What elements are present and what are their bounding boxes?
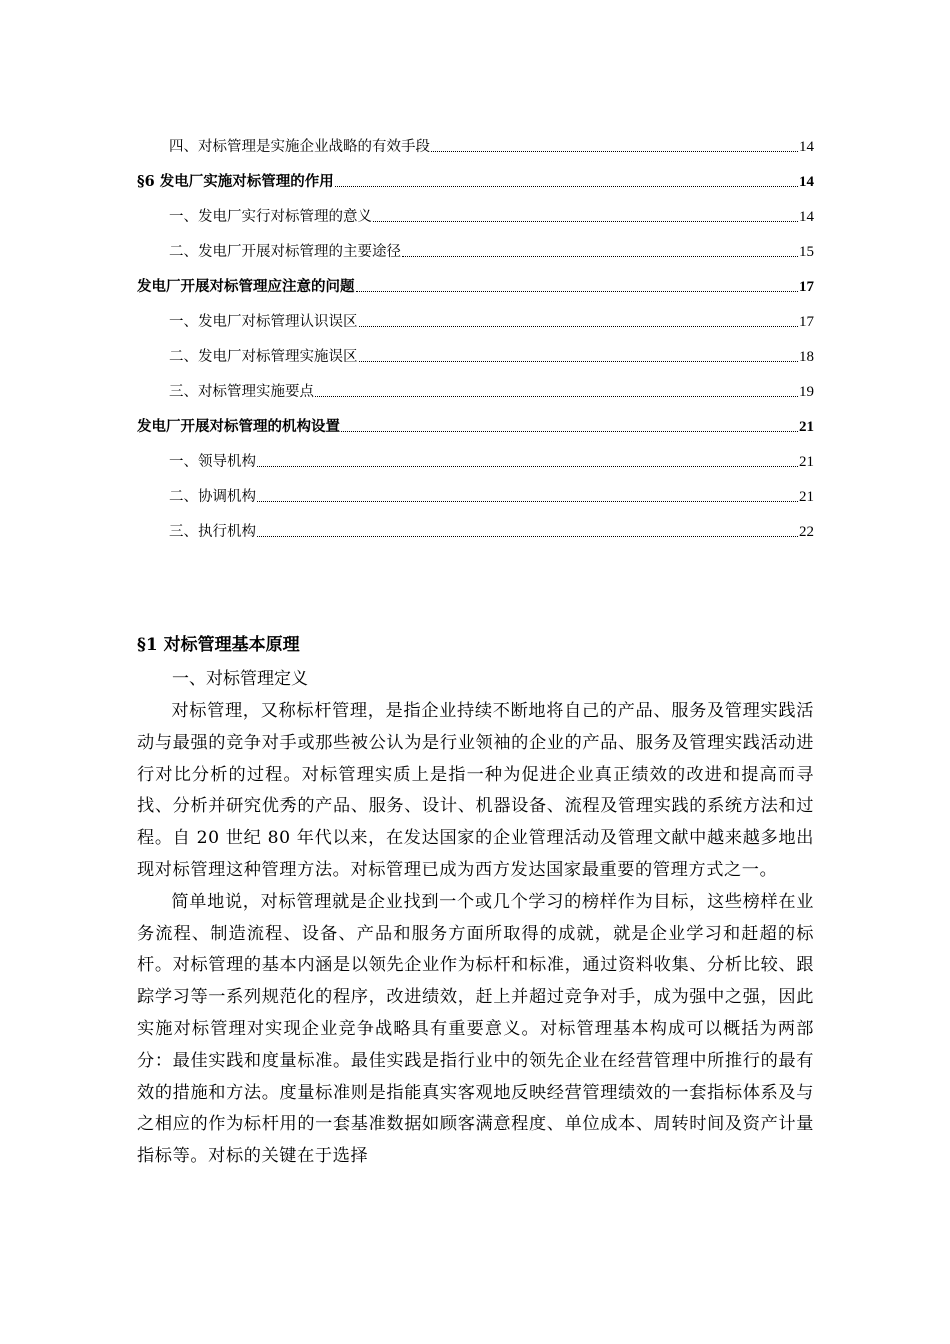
toc-entry-title: 一、发电厂实行对标管理的意义 [169, 209, 372, 225]
toc-dot-leader [373, 220, 798, 222]
toc-entry-title: 一、领导机构 [169, 454, 256, 470]
toc-entry[interactable] [137, 402, 814, 437]
toc-entry[interactable] [137, 227, 814, 262]
toc-dot-leader [257, 500, 798, 502]
toc-entry-page: 17 [799, 314, 814, 330]
toc-dot-leader [359, 325, 799, 327]
section-heading: §1 对标管理基本原理 [137, 635, 300, 655]
toc-entry-page: 14 [799, 139, 814, 155]
toc-entry-page: 14 [799, 174, 814, 190]
toc-entry-page: 21 [799, 454, 814, 470]
paragraph: 简单地说，对标管理就是企业找到一个或几个学习的榜样作为目标，这些榜样在业务流程、制造流程、设备、产品和服务方面所取得的成就，就是企业学习和赶超的标杆。对标管理的基本内涵是以领先企业作为标杆和标准，通过资料收集、分析比较、跟踪学习等一系列规范化的程序，改进绩效，赶上并超过竞争对手，成为强中之强，因此实施对标管理对实现企业竞争战略具有重要意义。对标管理基本构成可以概括为两部分：最佳实践和度量标准。最佳实践是指行业中的领先企业在经营管理中所推行的最有效的措施和方法。度量标准则是指能真实客观地反映经营管理绩效的一套指标体系及与之相应的作为标杆用的一套基准数据如顾客满意程度、单位成本、周转时间及资产计量指标等。对标的关键在于选择 [137, 891, 814, 1167]
toc-entry[interactable] [137, 297, 814, 332]
toc-entry[interactable] [137, 507, 814, 542]
paragraph: 对标管理，又称标杆管理，是指企业持续不断地将自己的产品、服务及管理实践活动与最强的竞争对手或那些被公认为是行业领袖的企业的产品、服务及管理实践活动进行对比分析的过程。对标管理实质上是指一种为促进企业真正绩效的改进和提高而寻找、分析并研究优秀的产品、服务、设计、机器设备、流程及管理实践的系统方法和过程。自 20 世纪 80 年代以来，在发达国家的企业管理活动及管理文献中越来越多地出现对标管理这种管理方法。对标管理已成为西方发达国家最重要的管理方式之一。 [137, 701, 814, 880]
toc-dot-leader [257, 535, 798, 537]
toc-dot-leader [341, 430, 798, 432]
toc-entry[interactable] [137, 437, 814, 472]
toc-dot-leader [356, 290, 799, 292]
toc-entry-page: 15 [799, 244, 814, 260]
toc-entry-page: 17 [799, 279, 814, 295]
toc-entry-page: 19 [799, 384, 814, 400]
toc-entry-title: 一、发电厂对标管理认识误区 [169, 314, 358, 330]
toc-entry-page: 21 [799, 489, 814, 505]
toc-dot-leader [431, 150, 798, 152]
toc-entry[interactable] [137, 332, 814, 367]
toc-entry-title: 三、执行机构 [169, 524, 256, 540]
toc-entry[interactable] [137, 367, 814, 402]
toc-entry-page: 18 [799, 349, 814, 365]
toc-dot-leader [402, 255, 798, 257]
body-text [137, 696, 814, 1173]
toc-entry-title: §6 发电厂实施对标管理的作用 [137, 173, 334, 190]
toc-entry-page: 22 [799, 524, 814, 540]
toc-entry[interactable] [137, 192, 814, 227]
toc-dot-leader [257, 465, 798, 467]
toc-dot-leader [315, 395, 798, 397]
table-of-contents [137, 122, 814, 542]
toc-entry-title: 发电厂开展对标管理的机构设置 [137, 418, 340, 435]
toc-entry[interactable] [137, 122, 814, 157]
subsection-heading: 一、对标管理定义 [172, 669, 308, 689]
toc-entry[interactable] [137, 472, 814, 507]
toc-entry-page: 21 [799, 419, 814, 435]
toc-entry[interactable] [137, 262, 814, 297]
toc-entry-title: 二、发电厂对标管理实施误区 [169, 349, 358, 365]
toc-entry-title: 三、对标管理实施要点 [169, 384, 314, 400]
toc-entry-title: 二、发电厂开展对标管理的主要途径 [169, 244, 401, 260]
toc-dot-leader [359, 360, 799, 362]
toc-entry-title: 二、协调机构 [169, 489, 256, 505]
toc-entry-page: 14 [799, 209, 814, 225]
toc-entry[interactable] [137, 157, 814, 192]
toc-entry-title: 发电厂开展对标管理应注意的问题 [137, 278, 355, 295]
toc-entry-title: 四、对标管理是实施企业战略的有效手段 [169, 139, 430, 155]
toc-dot-leader [335, 185, 798, 187]
